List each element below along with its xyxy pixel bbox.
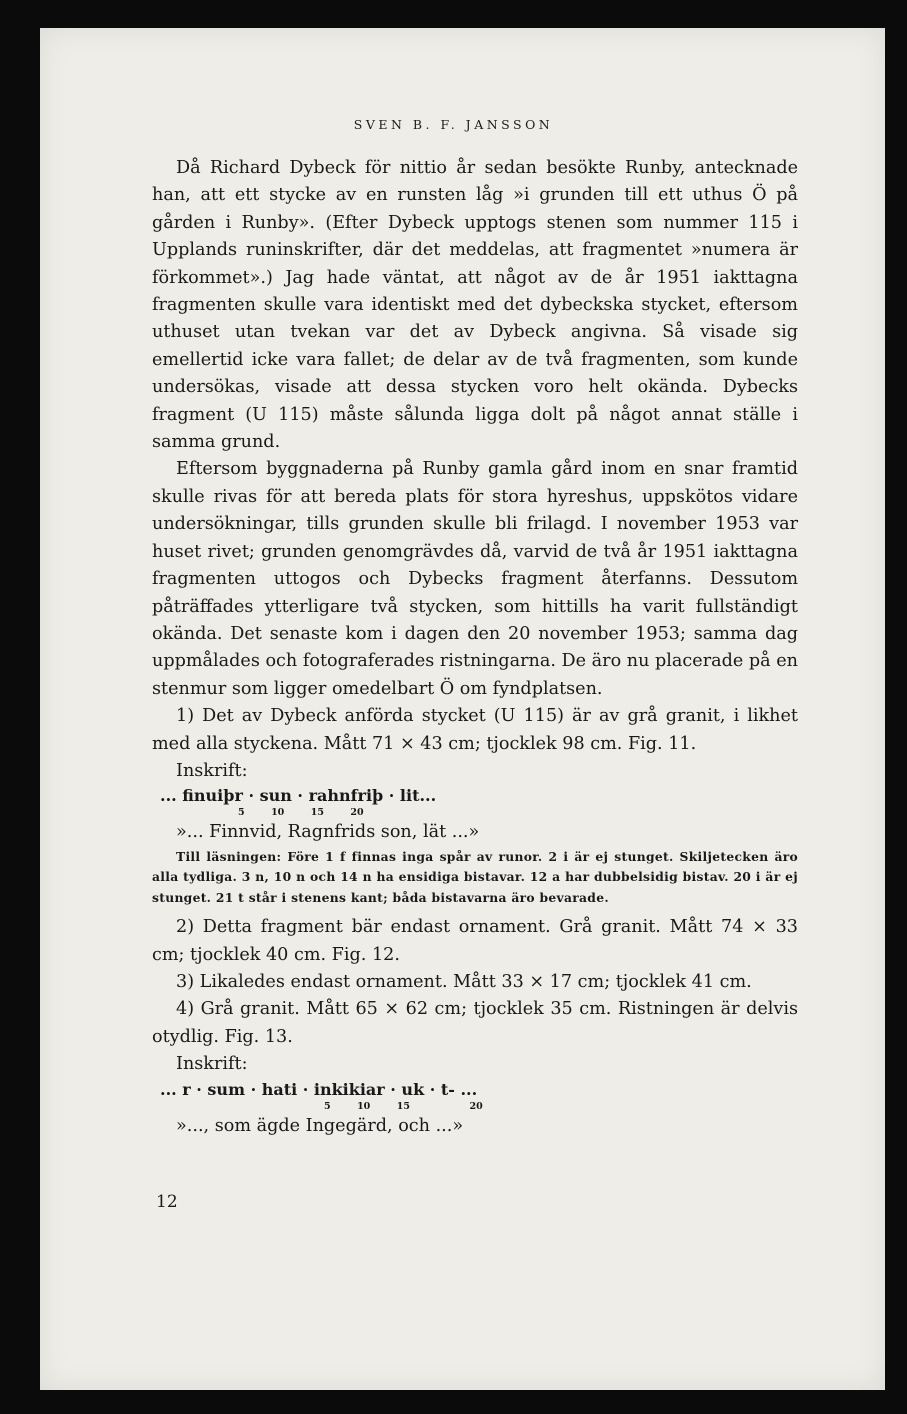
- inskrift-label-2: Inskrift:: [176, 1054, 248, 1075]
- reading-note: Till läsningen: Före 1 f finnas inga spår av runor. 2 i är ej stunget. Skiljetecken äro alla tydliga. 3 n, 10 n och 14 n ha ensidiga bistavar. 12 a har dubbelsidig bistav. 20 i är ej stunget. 21 t står i stenens kant; båda bistavarna äro bevarade.: [152, 848, 798, 905]
- paragraph-2: Eftersom byggnaderna på Runby gamla gård inom en snar framtid skulle rivas för att bereda plats för stora hyreshus, uppskötos vidare undersökningar, tills grunden skulle bli frilagd. I november 1953 var huset rivet; grunden genomgrävdes då, varvid de två år 1951 iakttagna fragmenten uttogos och Dybecks fragment återfanns. Dessutom påträffades ytterligare två stycken, som hittills ha varit fullständigt okända. Det senaste kom i dagen den 20 november 1953; samma dag uppmålades och fotograferades ristningarna. De äro nu placerade på en stenmur som ligger omedelbart Ö om fyndplatsen.: [152, 459, 798, 699]
- rune-numbering-2: 5 10 15 20: [324, 1100, 483, 1112]
- page-number: 12: [156, 1192, 178, 1212]
- paragraph-5: 3) Likaledes endast ornament. Mått 33 × 17 cm; tjocklek 41 cm.: [176, 972, 752, 993]
- translation-1: »... Finnvid, Ragnfrids son, lät ...»: [176, 822, 480, 843]
- paragraph-6: 4) Grå granit. Mått 65 × 62 cm; tjocklek 35 cm. Ristningen är delvis otydlig. Fig. 13.: [152, 999, 798, 1047]
- rune-numbering-1: 5 10 15 20: [238, 807, 364, 819]
- running-header: SVEN B. F. JANSSON: [353, 117, 554, 132]
- rune-inscription-1: ... finuiþr · sun · rahnfriþ · lit...: [160, 786, 437, 806]
- inskrift-label-1: Inskrift:: [176, 760, 248, 781]
- paragraph-1: Då Richard Dybeck för nittio år sedan besökte Runby, antecknade han, att ett stycke av en runsten låg »i grunden till ett uthus Ö på gården i Runby». (Efter Dybeck upptogs stenen som nummer 115 i Upplands runinskrifter, där det meddelas, att fragmentet »numera är förkommet».) Jag hade väntat, att något av de år 1951 iakttagna fragmenten skulle vara identiskt med det dybeckska stycket, eftersom uthuset utan tvekan var det av Dybeck angivna. Så visade sig emellertid icke vara fallet; de delar av de två fragmenten, som kunde undersökas, visade att dessa stycken voro helt okända. Dybecks fragment (U 115) måste sålunda ligga dolt på något annat ställe i samma grund.: [152, 158, 798, 453]
- rune-inscription-2: ... r · sum · hati · inkikiar · uk · t- ...: [160, 1079, 478, 1099]
- paragraph-4: 2) Detta fragment bär endast ornament. Grå granit. Mått 74 × 33 cm; tjocklek 40 cm. Fig. 12.: [152, 917, 798, 965]
- paragraph-3: 1) Det av Dybeck anförda stycket (U 115) är av grå granit, i likhet med alla styckena. Mått 71 × 43 cm; tjocklek 98 cm. Fig. 11.: [152, 706, 798, 754]
- page-body: [152, 155, 798, 1140]
- translation-2: »..., som ägde Ingegärd, och ...»: [176, 1115, 464, 1136]
